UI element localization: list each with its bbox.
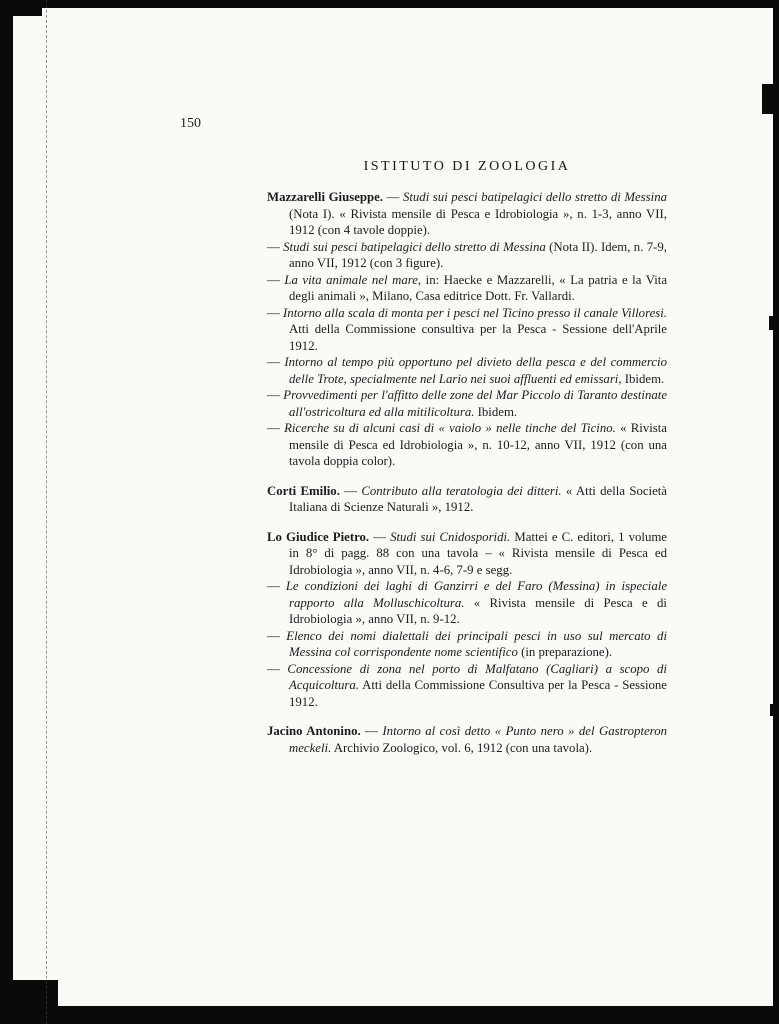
entry-text: , Ibidem.	[618, 371, 665, 386]
bibliography-entry	[267, 578, 667, 628]
entry-text: Mattei e C. editori, 1 volume in 8° di pagg. 88 con una tavola – « Rivista mensile di Pesca ed Idrobiologia », anno VII, n. 4-6, 7-9 e segg.	[289, 529, 667, 577]
scan-artifact-top-left-corner	[0, 0, 42, 16]
section-heading: ISTITUTO DI ZOOLOGIA	[363, 159, 571, 174]
bibliography-entry	[267, 387, 667, 420]
entry-text: Atti della Commissione Consultiva per la Pesca - Sessione 1912.	[289, 678, 667, 709]
entry-separator: —	[267, 628, 287, 643]
entry-title: Intorno alla scala di monta per i pesci nel Ticino presso il canale Villoresi.	[283, 305, 667, 320]
bibliography-entry	[267, 661, 667, 711]
entry-title: Intorno al tempo più opportuno pel divieto della pesca e del commercio delle Trote, specialmente nel Lario nei suoi affluenti ed emissari	[284, 355, 667, 386]
scan-artifact-right-tab	[762, 84, 779, 114]
bibliography-entry	[267, 483, 667, 516]
entry-separator: —	[339, 483, 362, 498]
scan-artifact-right-tab	[770, 704, 779, 716]
entry-title: Ricerche su di alcuni casi di « vaiolo » nelle tinche del Ticino.	[284, 421, 616, 436]
scan-artifact-right-tab	[769, 316, 779, 330]
entry-text: « Rivista mensile di Pesca e di Idrobiologia », anno VII, n. 9-12.	[289, 595, 667, 627]
entry-separator: —	[360, 724, 383, 739]
entry-separator: —	[267, 239, 284, 254]
entry-separator: —	[267, 579, 286, 594]
entry-separator: —	[369, 529, 391, 544]
scan-artifact-bottom-left-corner	[0, 980, 58, 1024]
entry-title: La vita animale nel mare	[284, 272, 418, 287]
entry-text: Atti della Commissione consultiva per la Pesca - Sessione dell'Aprile 1912.	[289, 322, 667, 353]
entry-separator: —	[267, 661, 288, 676]
entry-title: Provvedimenti per l'affitto delle zone del Mar Piccolo di Taranto destinate all'ostricoltura ed alla mitilicoltura.	[283, 388, 668, 419]
bibliography-entry	[267, 420, 667, 470]
bibliography-entry	[267, 529, 667, 579]
scan-artifact-left-bar	[0, 0, 13, 1024]
entry-title: Studi sui pesci batipelagici dello stretto di Messina	[402, 190, 667, 205]
entry-separator: —	[267, 272, 285, 287]
entry-title: Contributo alla teratologia dei ditteri.	[361, 483, 562, 498]
bibliography-entry	[267, 723, 667, 756]
entry-title: Le condizioni dei laghi di Ganzirri e del Faro (Messina) in ispeciale rapporto alla Molluschicoltura.	[285, 579, 667, 610]
bibliography-entry	[267, 189, 667, 239]
bibliography-entry	[267, 305, 667, 355]
entry-text: Ibidem.	[474, 404, 518, 419]
bibliography-entry	[267, 354, 667, 387]
entry-title: Studi sui pesci batipelagici dello stretto di Messina	[283, 239, 546, 254]
entry-text: (in preparazione).	[517, 645, 613, 660]
entry-author: Corti Emilio.	[267, 483, 340, 498]
bibliography-entry	[267, 272, 667, 305]
entry-text: « Rivista mensile di Pesca ed Idrobiologia », n. 10-12, anno VII, 1912 (con una tavola doppia color).	[289, 421, 667, 469]
entry-text: Archivio Zoologico, vol. 6, 1912 (con una tavola).	[331, 740, 593, 755]
entry-title: Concessione di zona nel porto di Malfatano (Cagliari) a scopo di Acquicoltura.	[287, 661, 667, 693]
entry-text: « Atti della Società Italiana di Scienze Naturali », 1912.	[289, 483, 667, 515]
entry-title: Intorno al così detto « Punto nero » del Gastropteron meckeli.	[289, 724, 667, 755]
scan-artifact-right-bar	[773, 0, 779, 1024]
scan-artifact-bottom-bar	[0, 1006, 779, 1024]
entry-text: (Nota II). Idem, n. 7-9, anno VII, 1912 (con 3 figure).	[289, 239, 668, 271]
entry-author: Lo Giudice Pietro.	[267, 529, 370, 544]
bibliography-entry	[267, 239, 667, 272]
entry-author: Mazzarelli Giuseppe.	[267, 190, 383, 205]
entry-title: Elenco dei nomi dialettali dei principali pesci in uso sul mercato di Messina col corrispondente nome scientifico	[286, 628, 667, 660]
entry-author: Jacino Antonino.	[267, 724, 361, 739]
entry-title: Studi sui Cnidosporidi.	[390, 529, 511, 544]
entry-separator: —	[267, 421, 285, 436]
entry-text: , in: Haecke e Mazzarelli, « La patria e la Vita degli animali », Milano, Casa editrice Dott. Fr. Vallardi.	[289, 272, 667, 304]
entry-separator: —	[267, 305, 284, 320]
bibliography-entry	[267, 628, 667, 661]
entry-separator: —	[267, 355, 285, 370]
scan-artifact-top-bar	[0, 0, 779, 8]
entry-separator: —	[383, 190, 403, 205]
page-edge-line	[46, 0, 47, 1024]
entry-text: (Nota I). « Rivista mensile di Pesca e Idrobiologia », n. 1-3, anno VII, 1912 (con 4 tavole doppie).	[289, 206, 667, 238]
entry-separator: —	[267, 388, 284, 403]
page-number: 150	[180, 116, 201, 131]
page-content	[267, 158, 667, 756]
